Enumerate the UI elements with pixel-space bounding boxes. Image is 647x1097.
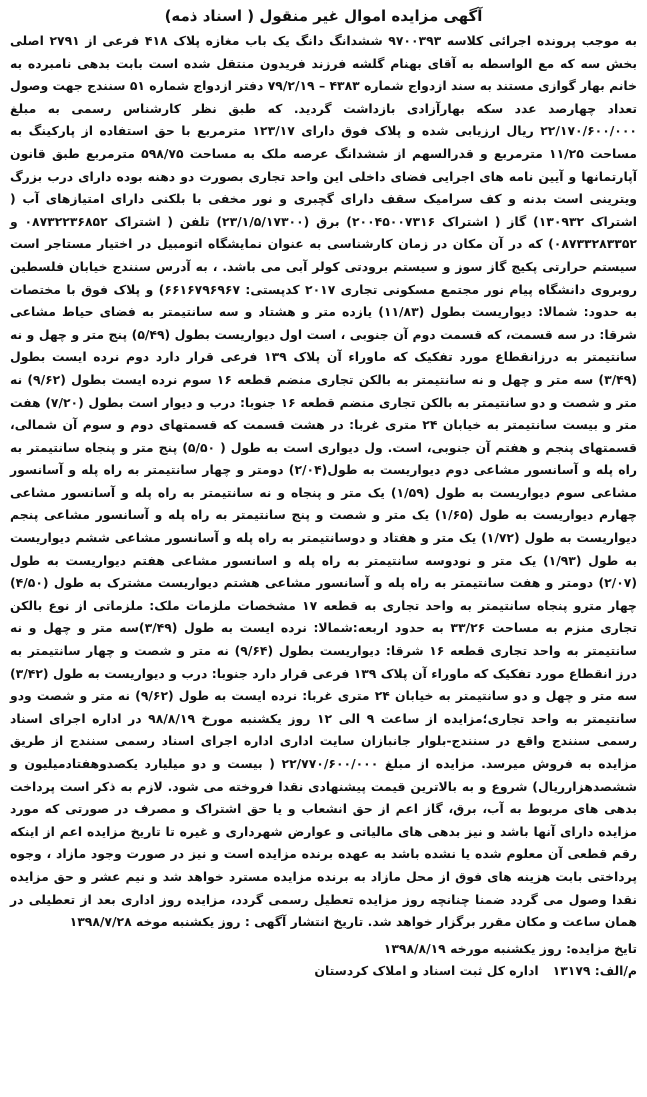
issuing-office: اداره کل ثبت اسناد و املاک کردستان — [314, 962, 539, 978]
notice-title: آگهی مزایده اموال غیر منقول ( اسناد ذمه) — [164, 7, 483, 25]
reference-code: م/الف: ۱۳۱۷۹ — [552, 962, 637, 978]
signature-line — [10, 960, 637, 982]
notice-footer — [10, 938, 637, 982]
notice-body: به موجب پرونده اجرائی کلاسه ۹۷۰۰۳۹۳ ششدانگ دانگ یک باب مغازه پلاک ۴۱۸ فرعی از ۲۷۹۱ اصلی بخش سه که مع الواسطه به آقای بهنام گلشه فرزند فریدون منتقل شده است بابت بدهی نامبرده به خانم بهار گوازی مستند به سند ازدواج شماره ۴۳۸۳ – ۷۹/۲/۱۹ دفتر ازدواج شماره ۵۱ سنندج جهت وصول تعداد چهارصد عدد سکه بهارآزادی بازداشت گردید. که طبق نظر کارشناس رسمی به مبلغ ۲۲/۱۷۰/۶۰۰/۰۰۰ ریال ارزیابی شده و پلاک فوق دارای ۱۲۳/۱۷ مترمربع با حق استفاده از پارکینگ به مساحت ۱۱/۲۵ مترمربع و قدرالسهم از ششدانگ عرصه ملک به مساحت ۵۹۸/۷۵ مترمربع طبق قانون آپارتمانها و آیین نامه های اجرایی فضای داخلی این واحد تجاری بصورت دو دهنه بوده دارای درب بزرگ ویترینی است بدنه و کف سرامیک سقف دارای گچبری و نور مخفی با بلکنی دارای امتیازهای آب ( اشتراک ۱۳۰۹۳۲) گاز ( اشتراک ۲۰۰۴۵۰۰۷۳۱۶) برق (۲۳/۱/۵/۱۷۳۰۰) تلفن ( اشتراک ۰۸۷۳۲۲۳۶۸۵۲ و ۰۸۷۳۳۲۸۳۳۵۲) که در آن مکان در زمان کارشناسی به عنوان نمایشگاه اتومبیل در اختیار مستاجر است سیستم حرارتی پکیج گاز سوز و سیستم برودتی کولر آبی می باشد. ، به آدرس سنندج خیابان فلسطین روبروی دانشگاه پیام نور مجتمع مسکونی تجاری ۲۰۱۷ کدپستی: ۶۶۱۶۷۹۶۹۶۷) و پلاک فوق با مختصات به حدود: شمالا: دیواریست بطول (۱۱/۸۳) یازده متر و هشتاد و سه سانتیمتر به فضای حیاط مشاعی شرقا: در سه قسمت، که قسمت دوم آن جنوبی ، است اول دیواریست بطول (۵/۴۹) پنج متر و چهل و نه سانتیمتر به درزانقطاع مورد تفکیک که ماوراء آن پلاک ۱۳۹ فرعی قرار دارد دوم نرده ایست بطول (۳/۴۹) سه متر و چهل و نه سانتیمتر به بالکن تجاری منضم قطعه ۱۶ سوم نرده ایست بطول (۹/۶۲) نه متر و شصت و دو سانتیمتر به بالکن تجاری منضم قطعه ۱۶ جنوبا: درب و دیوار است بطول (۷/۲۰) هفت متر و بیست سانتیمتر به خیابان ۲۴ متری غربا: در هشت قسمت که قسمتهای دوم و سوم آن شمالی، قسمتهای پنجم و هفتم آن جنوبی، است. ول دیواری است به طول ( ۵/۵۰) پنج متر و پنجاه سانتیمتر به راه پله و آسانسور مشاعی دوم دیواریست به طول(۲/۰۴) دومتر و چهار سانتیمتر به راه پله و آسانسور مشاعی سوم دیواریست به طول (۱/۵۹) یک متر و پنجاه و نه سانتیمتر به راه پله و آسانسور مشاعی چهارم دیواریست به طول (۱/۶۵) یک متر و شصت و پنج سانتیمتر به راه پله و آسانسور مشاعی پنجم دیواریست به طول (۱/۷۲) یک متر و هفتاد و دوسانتیمتر به راه پله و آسانسور مشاعی ششم دیواریست به طول (۱/۹۳) یک متر و نودوسه سانتیمتر به راه پله و اسانسور مشاعی هفتم دیواریست به طول (۲/۰۷) دومتر و هفت سانتیمتر به راه پله و آسانسور مشاعی هشتم دیواریست مشترک به طول (۴/۵۰) چهار مترو پنجاه سانتیمتر به واحد تجاری به قطعه ۱۷ مشخصات ملزمات ملک: ملزماتی از نوع بالکن تجاری منزم به مساحت ۳۳/۲۶ به حدود اربعه:شمالا: نرده ایست به طول (۳/۴۹)سه متر و چهل و نه سانتیمتر به واحد تجاری قطعه ۱۶ شرقا: دیواریست بطول (۹/۶۴) نه متر و شصت و چهار سانتیمتر به درز انقطاع مورد تفکیک که ماوراء آن پلاک ۱۳۹ فرعی قرار دارد جنوبا: درب و دیواریست به طول (۳/۴۲) سه متر و چهل و دو سانتیمتر به خیابان ۲۴ متری غربا: نرده ایست به طول (۹/۶۲) نه متر و شصت ودو سانتیمتر به واحد تجاری؛مزایده از ساعت ۹ الی ۱۲ روز یکشنبه مورخ ۹۸/۸/۱۹ در اداره اجرای اسناد رسمی سنندج واقع در سنندج-بلوار جانبازان سایت اداری اداره اجرای اسناد رسمی سنندج از طریق مزایده به فروش میرسد. مزایده از مبلغ ۲۲/۷۷۰/۶۰۰/۰۰۰ ( بیست و دو میلیارد یکصدوهفتادمیلیون و ششصدهزارریال) شروع و به بالاترین قیمت پیشنهادی نقدا فروخته می شود. لازم به ذکر است پرداخت بدهی های مربوط به آب، برق، گاز اعم از حق انشعاب و یا حق اشتراک و مصرف در صورتی که مورد مزایده دارای آنها باشد و نیز بدهی های مالیاتی و عوارض شهرداری و غیره تا تاریخ مزایده اعم از اینکه رقم قطعی آن معلوم شده یا نشده باشد به عهده برنده مزایده است و نیز در صورت وجود مازاد ، وجوه پرداختی بابت هزینه های فوق از محل مازاد به برنده مزایده مسترد خواهد شد و نیم عشر و حق مزایده نقدا وصول می گردد ضمنا چنانچه روز مزایده تعطیل رسمی گردد، مزایده روز اداری بعد از تعطیلی در همان ساعت و مکان مقرر برگزار خواهد شد. تاریخ انتشار آگهی : روز یکشنبه موخه ۱۳۹۸/۷/۲۸ — [10, 33, 638, 930]
auction-date-line: تایخ مزایده: روز یکشنبه مورخه ۱۳۹۸/۸/۱۹ — [383, 940, 637, 956]
